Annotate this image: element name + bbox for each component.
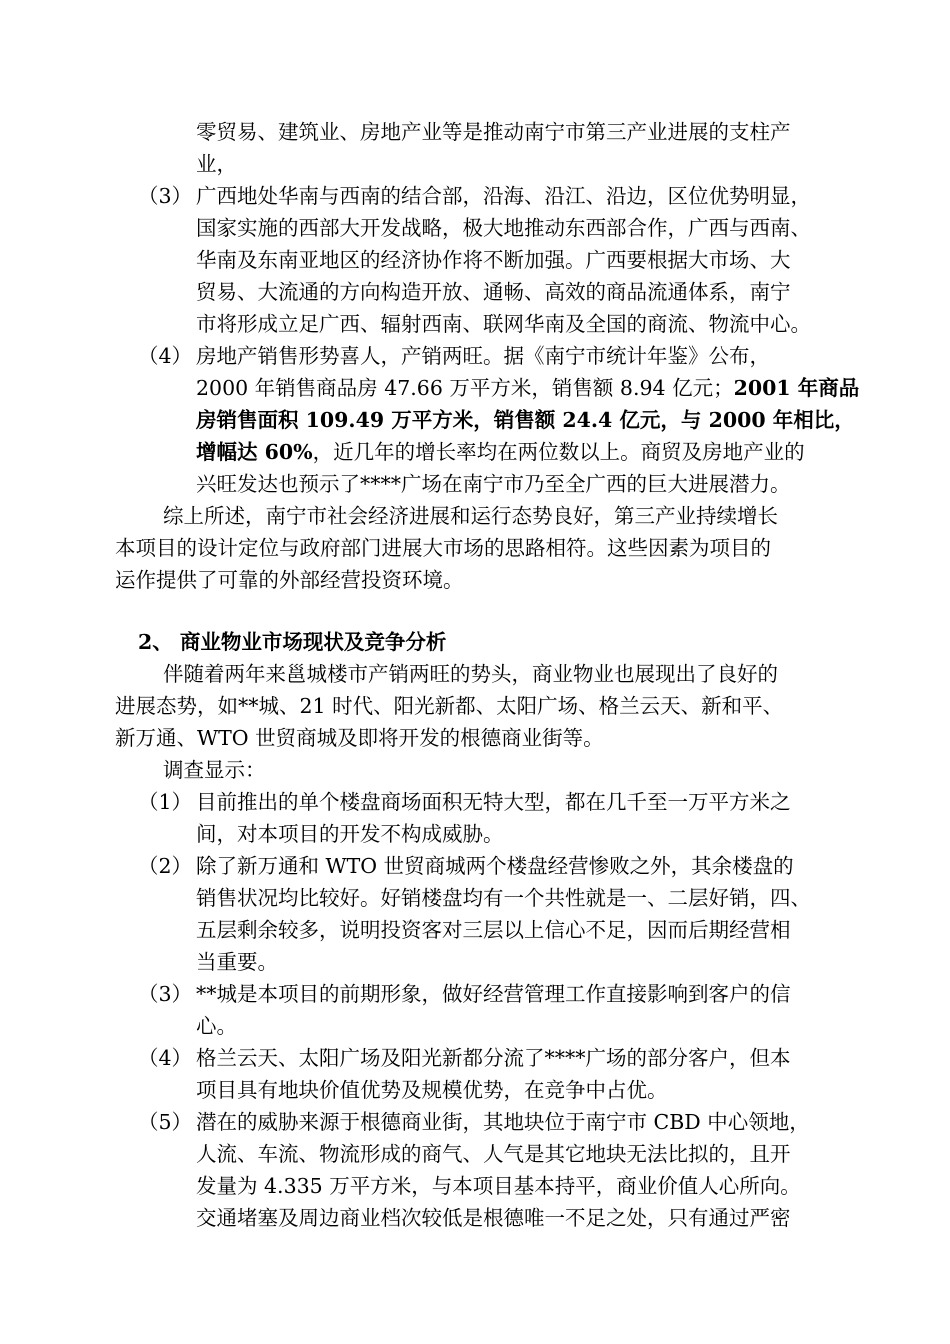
body-line: 心。 xyxy=(196,1014,237,1038)
body-line: 进展态势，如**城、21 时代、阳光新都、太阳广场、格兰云天、新和平、 xyxy=(115,694,784,718)
body-line: 格兰云天、太阳广场及阳光新都分流了****广场的部分客户，但本 xyxy=(196,1046,791,1070)
body-line: 目前推出的单个楼盘商场面积无特大型，都在几千至一万平方米之 xyxy=(196,790,791,814)
section-heading: 2、 商业物业市场现状及竞争分析 xyxy=(138,630,447,654)
body-line: 项目具有地块价值优势及规模优势，在竞争中占优。 xyxy=(196,1078,668,1102)
body-line: 综上所述，南宁市社会经济进展和运行态势良好，第三产业持续增长 xyxy=(163,504,778,528)
body-line xyxy=(196,436,950,468)
list-number: （4） xyxy=(138,1046,193,1070)
body-line: 零贸易、建筑业、房地产业等是推动南宁市第三产业进展的支柱产 xyxy=(196,120,791,144)
body-line: 市将形成立足广西、辐射西南、联网华南及全国的商流、物流中心。 xyxy=(196,312,811,336)
bold-text: 2001 年商品 xyxy=(733,376,860,400)
body-line: 广西地处华南与西南的结合部，沿海、沿江、沿边，区位优势明显， xyxy=(196,184,811,208)
body-line: 兴旺发达也预示了****广场在南宁市乃至全广西的巨大进展潜力。 xyxy=(196,472,791,496)
bold-text: 增幅达 60% xyxy=(196,440,313,464)
body-line: 潜在的威胁来源于根德商业街，其地块位于南宁市 CBD 中心领地， xyxy=(196,1110,810,1134)
body-line: 本项目的设计定位与政府部门进展大市场的思路相符。这些因素为项目的 xyxy=(115,536,771,560)
body-line: 业， xyxy=(196,152,237,176)
list-number: （4） xyxy=(138,344,193,368)
list-number: （1） xyxy=(138,790,193,814)
body-line: 贸易、大流通的方向构造开放、通畅、高效的商品流通体系，南宁 xyxy=(196,280,791,304)
list-number: （2） xyxy=(138,854,193,878)
body-line: 除了新万通和 WTO 世贸商城两个楼盘经营惨败之外，其余楼盘的 xyxy=(196,854,794,878)
body-line: 交通堵塞及周边商业档次较低是根德唯一不足之处，只有通过严密 xyxy=(196,1206,791,1230)
body-line: 新万通、WTO 世贸商城及即将开发的根德商业街等。 xyxy=(115,726,604,750)
body-line: 国家实施的西部大开发战略，极大地推动东西部合作，广西与西南、 xyxy=(196,216,811,240)
bold-text: 房销售面积 109.49 万平方米，销售额 24.4 亿元，与 2000 年相比， xyxy=(196,408,855,432)
body-line: 伴随着两年来邕城楼市产销两旺的势头，商业物业也展现出了良好的 xyxy=(163,662,778,686)
list-number: （3） xyxy=(138,982,193,1006)
body-line: 销售状况均比较好。好销楼盘均有一个共性就是一、二层好销，四、 xyxy=(196,886,811,910)
list-number: （5） xyxy=(138,1110,193,1134)
body-line: 间，对本项目的开发不构成威胁。 xyxy=(196,822,504,846)
plain-text: ，近几年的增长率均在两位数以上。商贸及房地产业的 xyxy=(312,440,805,464)
list-number: （3） xyxy=(138,184,193,208)
body-line xyxy=(196,404,950,436)
body-line: 华南及东南亚地区的经济协作将不断加强。广西要根据大市场、大 xyxy=(196,248,791,272)
body-line: 发量为 4.335 万平方米，与本项目基本持平，商业价值人心所向。 xyxy=(196,1174,801,1198)
plain-text: 2000 年销售商品房 47.66 万平方米，销售额 8.94 亿元； xyxy=(196,376,734,400)
body-line xyxy=(196,372,950,404)
body-line: 人流、车流、物流形成的商气、人气是其它地块无法比拟的，且开 xyxy=(196,1142,791,1166)
body-line: 调查显示： xyxy=(163,758,266,782)
body-line: 五层剩余较多，说明投资客对三层以上信心不足，因而后期经营相 xyxy=(196,918,791,942)
body-line: **城是本项目的前期形象，做好经营管理工作直接影响到客户的信 xyxy=(196,982,791,1006)
body-line: 当重要。 xyxy=(196,950,278,974)
body-line: 房地产销售形势喜人，产销两旺。据《南宁市统计年鉴》公布， xyxy=(196,344,770,368)
body-line: 运作提供了可靠的外部经营投资环境。 xyxy=(115,568,464,592)
